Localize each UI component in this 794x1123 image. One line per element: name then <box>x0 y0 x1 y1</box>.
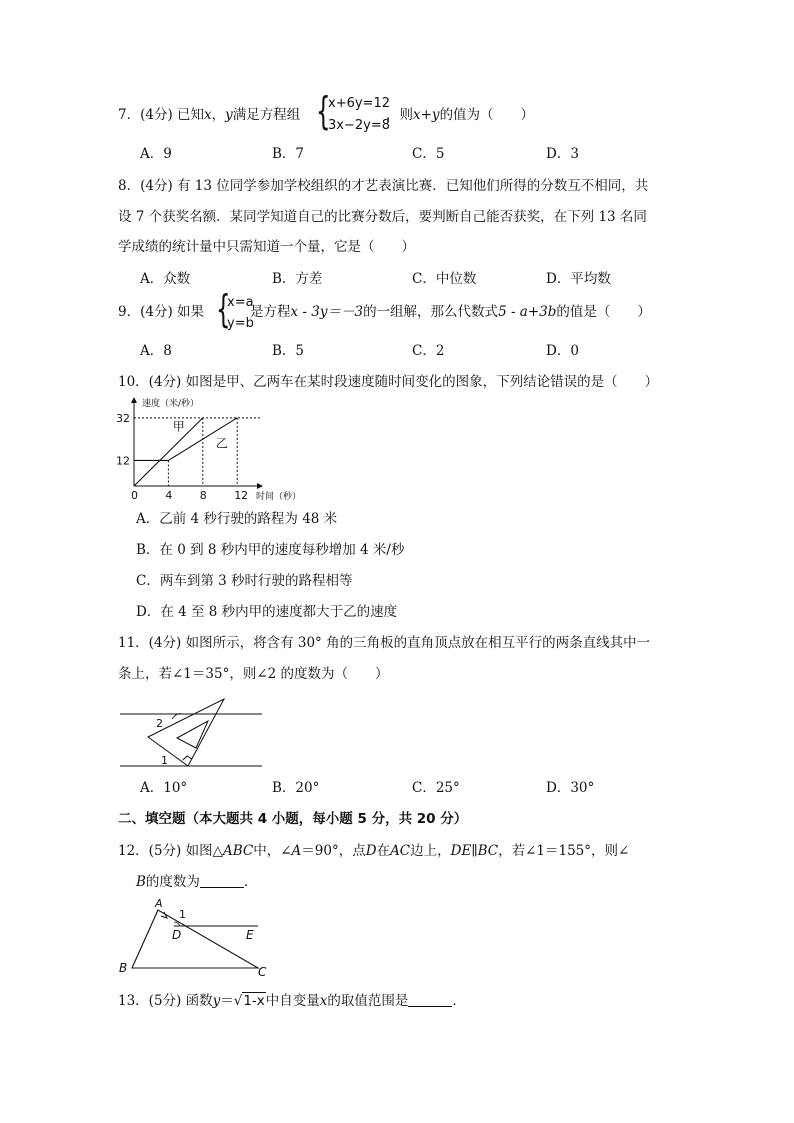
triangle-ruler-inner <box>177 721 208 748</box>
q12-text-c: ＝90°，点 <box>301 843 366 859</box>
q7-tail: 的值为（ ） <box>439 107 535 123</box>
q9-eq1: x=a <box>227 295 254 310</box>
q7-brace: { <box>316 89 331 133</box>
q7-var-y: y <box>225 107 233 123</box>
label-a: A <box>155 897 163 910</box>
q9-equation: x - 3y＝－3 <box>290 304 364 320</box>
q7-after: ，则 <box>386 107 413 123</box>
q12-text-f: ，若∠1＝155°，则∠ <box>498 843 630 859</box>
triangle-abc-figure <box>114 896 274 980</box>
q9-option-a: A．8 <box>140 343 172 359</box>
q12-period: ． <box>243 874 258 890</box>
q11-option-c: C．25° <box>412 780 460 796</box>
q7-stem-tail <box>386 106 534 124</box>
q7-option-d: D．3 <box>546 146 579 162</box>
q11-line2: 条上，若∠1＝35°，则∠2 的度数为（ ） <box>118 666 389 682</box>
q7-option-c: C．5 <box>412 146 445 162</box>
q9-eq2: y=b <box>227 316 254 331</box>
q13-radicand: 1-x <box>243 993 265 1009</box>
q13-tail: 的取值范围是 <box>327 993 409 1009</box>
q7-option-a: A．9 <box>140 146 172 162</box>
q12-text-e: 边上， <box>410 843 451 859</box>
q11-option-b: B．20° <box>272 780 320 796</box>
q12-abc: ABC <box>222 843 254 859</box>
q8-option-b: B．方差 <box>272 271 323 287</box>
q7-mid: 满足方程组 <box>232 107 301 123</box>
q7-expr: x+y <box>413 107 440 123</box>
q12-b: B <box>136 874 146 890</box>
q12-text-a: 12．(5分) 如图△ <box>118 843 223 859</box>
label-one: 1 <box>179 908 186 921</box>
q12-d: D <box>365 843 377 859</box>
q12-ac: AC <box>390 843 411 859</box>
q11-line1: 11．(4分) 如图所示，将含有 30° 角的三角板的直角顶点放在相互平行的两条直线其中一 <box>118 635 651 651</box>
q9-option-b: B．5 <box>272 343 305 359</box>
q7-eq1: x+6y=12 <box>328 96 390 111</box>
q9-mid: 是方程 <box>250 304 291 320</box>
q12-text-g: 的度数为 <box>145 874 200 890</box>
sqrt-sign: √ <box>233 993 243 1009</box>
label-c: C <box>258 965 267 979</box>
right-angle-mark <box>183 756 192 760</box>
q12-text-d: 在 <box>376 843 391 859</box>
series-label-0: 甲 <box>172 419 185 434</box>
q8-option-a: A．众数 <box>140 271 191 287</box>
triangle-abc <box>132 910 258 968</box>
q11-option-d: D．30° <box>546 780 595 796</box>
y-tick-label-0: 12 <box>116 454 130 468</box>
label-e: E <box>246 928 254 942</box>
q10-option-c: C．两车到第 3 秒时行驶的路程相等 <box>136 573 353 589</box>
x-tick-label-3: 12 <box>234 489 249 502</box>
chart-ylabel: 速度（米/秒） <box>142 399 200 409</box>
speed-time-chart <box>112 392 312 504</box>
q13-prefix: 13．(5分) 函数 <box>118 993 213 1009</box>
section-2-title: 二、填空题（本大题共 4 小题，每小题 5 分，共 20 分） <box>118 811 468 827</box>
q7-eq2: 3x−2y=8 <box>328 118 390 133</box>
q8-line1: 8．(4分) 有 13 位同学参加学校组织的才艺表演比赛．已知他们所得的分数互不相同，共 <box>118 178 649 194</box>
x-tick-label-2: 8 <box>199 489 207 502</box>
angle-label-2: 2 <box>156 717 163 730</box>
q10-option-a: A．乙前 4 秒行驶的路程为 48 米 <box>136 511 338 527</box>
q8-option-c: C．中位数 <box>412 271 477 287</box>
q8-line3: 学成绩的统计量中只需知道一个量，它是（ ） <box>118 239 415 255</box>
q7-stem <box>118 106 300 124</box>
q7-sep: ， <box>211 107 226 123</box>
q9-stem-tail <box>250 303 651 321</box>
q13-answer-blank[interactable] <box>408 992 452 1007</box>
q7-var-x: x <box>204 107 212 123</box>
q11-option-a: A．10° <box>140 780 188 796</box>
series-label-1: 乙 <box>215 436 228 451</box>
q9-option-c: C．2 <box>412 343 445 359</box>
x-tick-label-0: 0 <box>131 489 138 502</box>
q12-answer-blank[interactable] <box>200 873 244 888</box>
q12-a: A <box>291 843 302 859</box>
q10-option-d: D．在 4 至 8 秒内甲的速度都大于乙的速度 <box>136 604 398 620</box>
x-tick-label-1: 4 <box>165 489 173 502</box>
q12-line2 <box>136 873 257 891</box>
label-b: B <box>119 961 128 975</box>
q9-mid2: 的一组解，那么代数式 <box>363 304 499 320</box>
q10-option-b: B．在 0 到 8 秒内甲的速度每秒增加 4 米/秒 <box>136 542 405 558</box>
q13-period: ． <box>452 993 466 1009</box>
q12-line1 <box>118 842 629 860</box>
q13-y: y <box>212 993 221 1009</box>
q7-prefix: 7．(4分) 已知 <box>118 107 205 123</box>
chart-xlabel: 时间（秒） <box>256 492 302 502</box>
q13-x: x <box>319 993 328 1009</box>
q9-prefix: 9．(4分) 如果 <box>118 304 205 320</box>
y-tick-label-1: 32 <box>116 411 130 425</box>
angle-label-1: 1 <box>161 754 168 767</box>
label-d: D <box>172 928 182 942</box>
series-line-0 <box>134 418 203 486</box>
q12-de-bc: DE∥BC <box>450 843 499 859</box>
q9-option-d: D．0 <box>546 343 579 359</box>
q13-line <box>118 992 466 1010</box>
q8-option-d: D．平均数 <box>546 271 611 287</box>
q8-line2: 设 7 个获奖名额．某同学知道自己的比赛分数后，要判断自己能否获奖，在下列 13 名同 <box>118 209 647 225</box>
q9-tail: 的值是（ ） <box>556 304 651 320</box>
q9-expr: 5 - a+3b <box>498 304 557 320</box>
q10-line1: 10．(4分) 如图是甲、乙两车在某时段速度随时间变化的图象，下列结论错误的是（ ） <box>118 374 659 390</box>
q12-text-b: 中，∠ <box>253 843 292 859</box>
q9-brace: { <box>216 287 231 331</box>
q7-option-b: B．7 <box>272 146 305 162</box>
q13-mid: 中自变量 <box>265 993 320 1009</box>
q13-eq: ＝ <box>220 993 234 1009</box>
triangle-ruler-figure <box>114 690 274 772</box>
